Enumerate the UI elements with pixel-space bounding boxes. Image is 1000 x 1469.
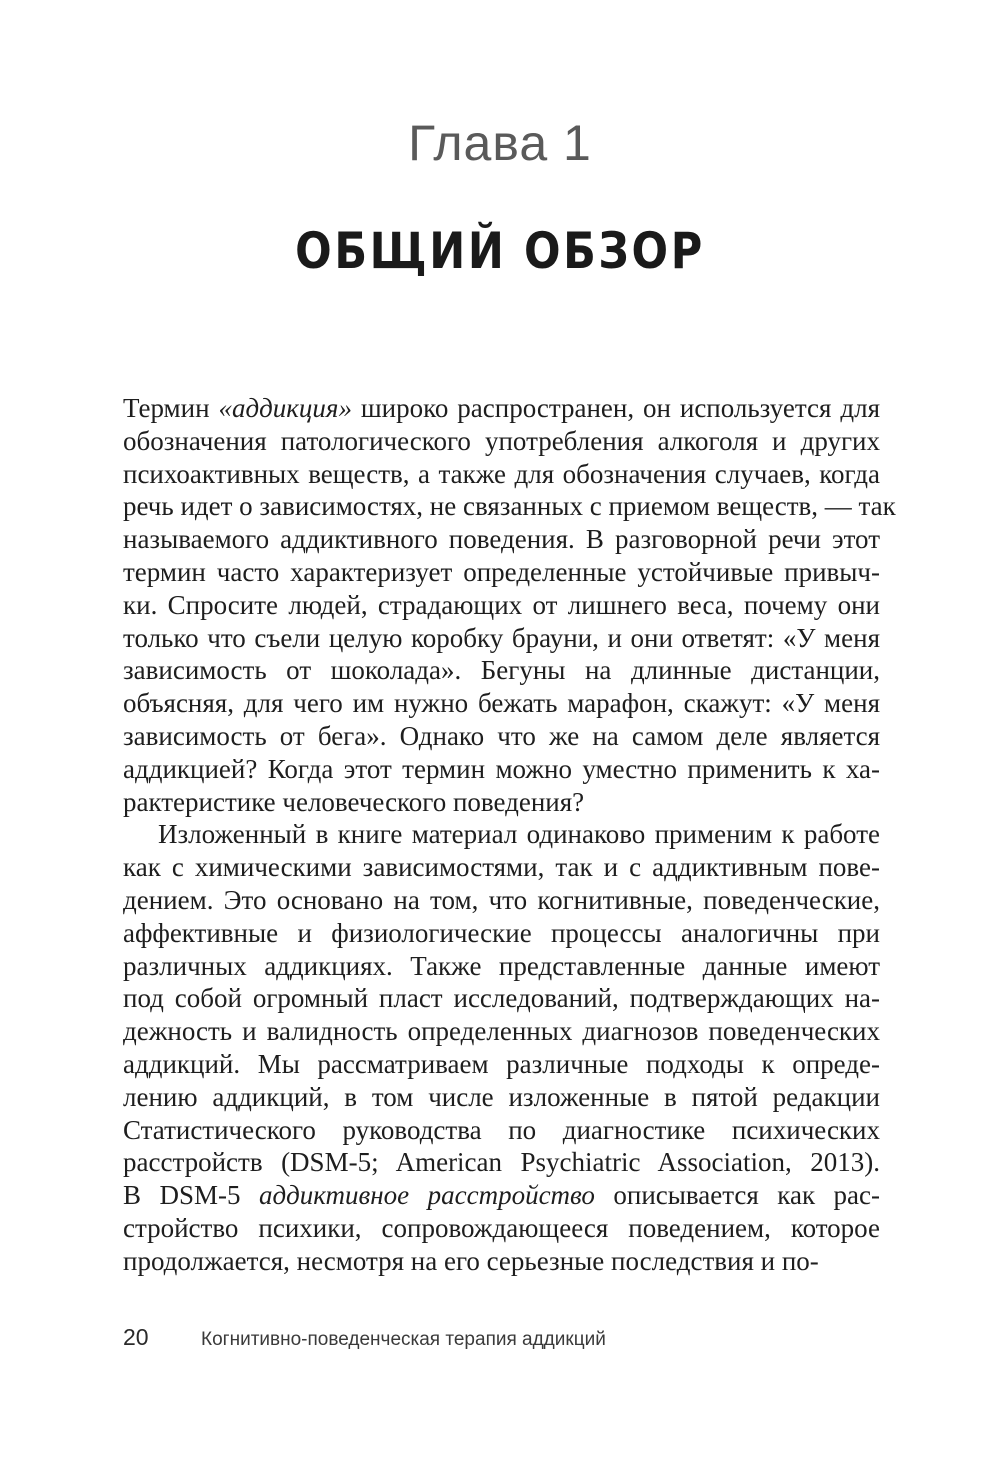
text-run: различных аддикциях. Также представленные данные имеют	[123, 950, 880, 981]
body-line	[123, 786, 880, 819]
text-run: аффективные и физиологические процессы аналогичны при	[123, 917, 880, 948]
body-line	[123, 1081, 880, 1114]
text-run: дением. Это основано на том, что когнитивные, поведенческие,	[123, 884, 880, 915]
body-line	[123, 753, 880, 786]
body-line	[123, 589, 880, 622]
text-run: продолжается, несмотря на его серьезные последствия и по-	[123, 1245, 819, 1276]
body-line	[123, 1212, 880, 1245]
text-run: В DSM-5	[123, 1180, 259, 1211]
body-line	[123, 851, 880, 884]
body-text	[123, 392, 896, 1278]
text-run: как с химическими зависимостями, так и с аддиктивным пове-	[123, 852, 880, 883]
body-line	[123, 458, 880, 491]
text-run: аддикций. Мы рассматриваем различные подходы к опреде-	[123, 1048, 880, 1079]
body-line	[123, 490, 896, 523]
chapter-label: Глава 1	[408, 115, 592, 171]
body-line	[123, 622, 880, 655]
body-line	[123, 720, 880, 753]
text-run: Изложенный в книге материал одинаково применим к работе	[158, 819, 880, 850]
body-line	[123, 1245, 880, 1278]
body-line	[123, 523, 880, 556]
text-run: Термин	[123, 393, 219, 423]
text-run: широко распространен, он используется для	[351, 393, 880, 423]
body-line	[123, 917, 880, 950]
text-run: описывается как рас-	[594, 1180, 880, 1211]
text-run: под собой огромный пласт исследований, подтверждающих на-	[123, 983, 880, 1014]
text-run: зависимость от шоколада». Бегуны на длинные дистанции,	[123, 655, 880, 686]
page-footer	[123, 1326, 606, 1349]
text-run: психоактивных веществ, а также для обозначения случаев, когда	[123, 458, 880, 489]
chapter-title: ОБЩИЙ ОБЗОР	[295, 222, 705, 280]
body-line	[123, 687, 880, 720]
body-line	[123, 982, 880, 1015]
text-run: лению аддикций, в том числе изложенные в пятой редакции	[123, 1081, 880, 1112]
italic-term: аддиктивное расстройство	[258, 1180, 595, 1211]
text-run: аддикцией? Когда этот термин можно уместно применить к ха-	[123, 753, 880, 784]
text-run: называемого аддиктивного поведения. В разговорной речи этот	[123, 524, 880, 555]
body-line	[123, 392, 880, 425]
body-line	[123, 654, 880, 687]
text-run: стройство психики, сопровождающееся поведением, которое	[123, 1212, 880, 1243]
body-line	[123, 1048, 880, 1081]
text-run: рактеристике человеческого поведения?	[123, 786, 585, 817]
text-run: только что съели целую коробку брауни, и они ответят: «У меня	[123, 622, 880, 653]
text-run: речь идет о зависимостях, не связанных с приемом веществ, — так	[123, 491, 896, 522]
body-line	[123, 425, 880, 458]
running-title: Когнитивно-поведенческая терапия аддикций	[201, 1329, 606, 1350]
text-run: Статистического руководства по диагностике психических	[123, 1114, 880, 1145]
body-line	[123, 1015, 880, 1048]
text-run: объясняя, для чего им нужно бежать марафон, скажут: «У меня	[123, 688, 880, 719]
italic-term: «аддикция»	[218, 393, 352, 423]
body-line	[123, 884, 880, 917]
text-run: зависимость от бега». Однако что же на самом деле является	[123, 720, 880, 751]
text-run: расстройств (DSM-5; American Psychiatric Association, 2013).	[123, 1147, 880, 1178]
page-number: 20	[123, 1324, 149, 1350]
body-line	[123, 556, 880, 589]
body-line	[123, 1146, 880, 1179]
body-line	[123, 950, 880, 983]
text-run: обозначения патологического употребления алкоголя и других	[123, 425, 880, 456]
body-line	[123, 818, 880, 851]
text-run: ки. Спросите людей, страдающих от лишнего веса, почему они	[123, 589, 880, 620]
text-run: термин часто характеризует определенные устойчивые привыч-	[123, 556, 880, 587]
body-line	[123, 1179, 880, 1212]
body-line	[123, 1114, 880, 1147]
text-run: дежность и валидность определенных диагнозов поведенческих	[123, 1016, 880, 1047]
